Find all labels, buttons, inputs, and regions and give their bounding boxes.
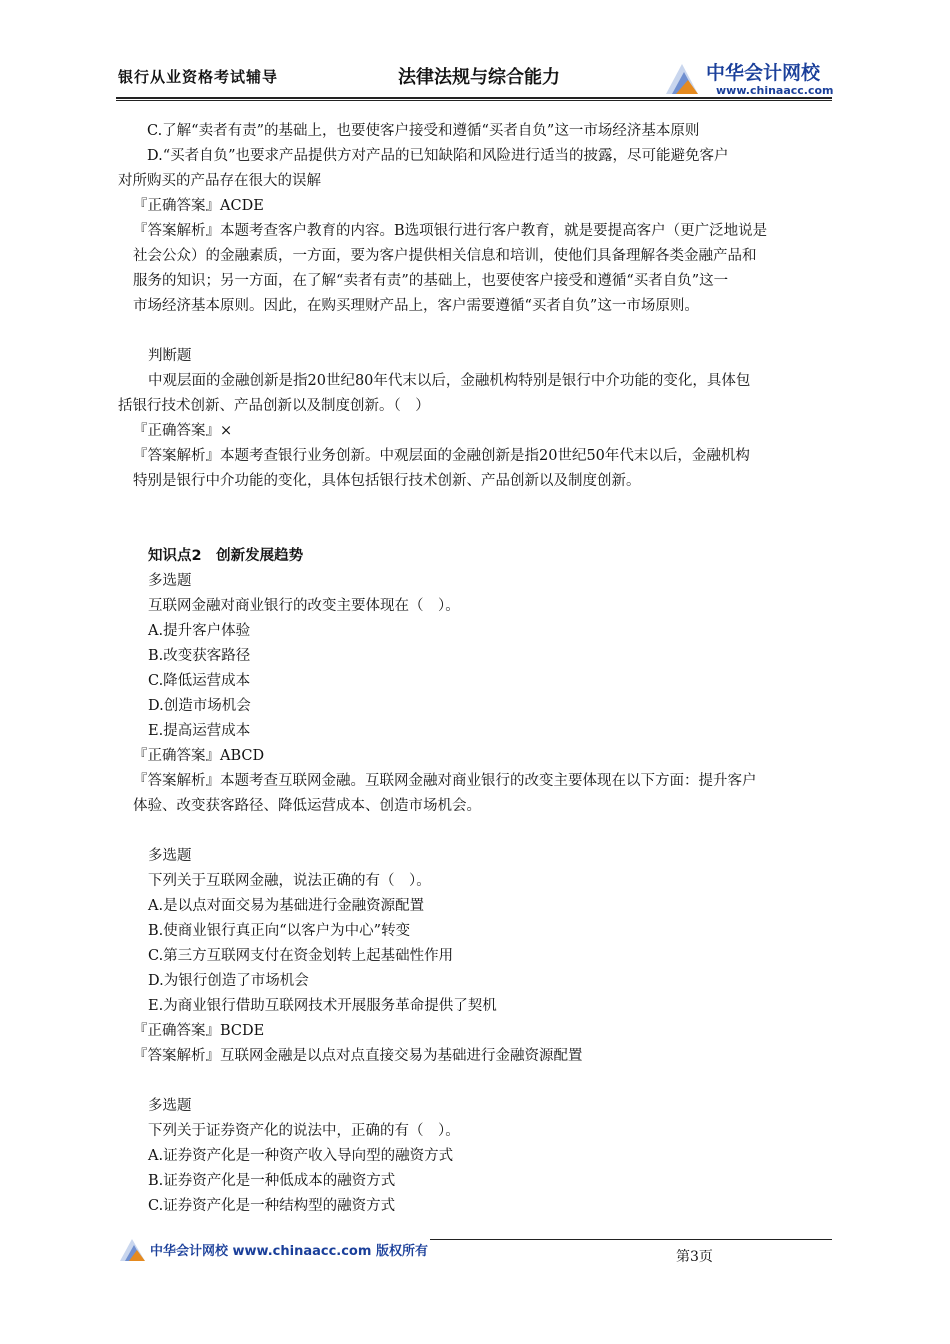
header-center-title: 法律法规与综合能力 <box>398 67 560 88</box>
option-line: B.改变获客路径 <box>148 648 251 664</box>
option-line: C.降低运营成本 <box>148 673 251 689</box>
text-line: 『正确答案』ACDE <box>133 198 264 214</box>
section-heading: 知识点2 创新发展趋势 <box>148 548 304 564</box>
text-line: 『答案解析』本题考查银行业务创新。中观层面的金融创新是指20世纪50年代末以后，金融机构 <box>133 448 750 464</box>
question-type: 判断题 <box>148 348 192 364</box>
logo-url: www.chinaacc.com <box>716 84 834 97</box>
text-line: 市场经济基本原则。因此，在购买理财产品上，客户需要遵循“买者自负”这一市场原则。 <box>133 298 699 314</box>
text-line: 『正确答案』BCDE <box>133 1023 265 1039</box>
header-rule <box>116 97 832 99</box>
option-line: A.提升客户体验 <box>148 623 251 639</box>
footer-logo-icon <box>118 1236 148 1262</box>
triangle-logo-icon <box>662 60 702 96</box>
text-line: 『答案解析』本题考查客户教育的内容。B选项银行进行客户教育，就是要提高客户（更广泛地说是 <box>133 223 768 239</box>
question-type: 多选题 <box>148 573 192 589</box>
text-line: 下列关于证券资产化的说法中，正确的有（ ）。 <box>148 1123 460 1139</box>
option-line: A.证券资产化是一种资产收入导向型的融资方式 <box>148 1148 454 1164</box>
text-line: 下列关于互联网金融，说法正确的有（ ）。 <box>148 873 431 889</box>
option-line: A.是以点对面交易为基础进行金融资源配置 <box>148 898 425 914</box>
text-line: 互联网金融对商业银行的改变主要体现在（ ）。 <box>148 598 460 614</box>
text-line: 社会公众）的金融素质，一方面，要为客户提供相关信息和培训，使他们具备理解各类金融产品和 <box>133 248 757 264</box>
page-number: 第3页 <box>676 1249 713 1265</box>
header-rule-thin <box>116 100 832 101</box>
text-line: 括银行技术创新、产品创新以及制度创新。（ ） <box>118 398 430 414</box>
text-line: 『正确答案』× <box>133 423 233 439</box>
footer-copyright: 中华会计网校 www.chinaacc.com 版权所有 <box>150 1244 428 1259</box>
footer-rule <box>430 1239 832 1240</box>
text-line: 『答案解析』本题考查互联网金融。互联网金融对商业银行的改变主要体现在以下方面：提升客户 <box>133 773 757 789</box>
text-line: 对所购买的产品存在很大的误解 <box>118 173 321 189</box>
option-line: C.第三方互联网支付在资金划转上起基础性作用 <box>148 948 454 964</box>
text-line: 『答案解析』互联网金融是以点对点直接交易为基础进行金融资源配置 <box>133 1048 583 1064</box>
header-left-title: 银行从业资格考试辅导 <box>118 68 279 86</box>
option-line: D.为银行创造了市场机会 <box>148 973 309 989</box>
text-line: 特别是银行中介功能的变化，具体包括银行技术创新、产品创新以及制度创新。 <box>133 473 641 489</box>
question-type: 多选题 <box>148 1098 192 1114</box>
text-line: 『正确答案』ABCD <box>133 748 265 764</box>
option-line: C.证券资产化是一种结构型的融资方式 <box>148 1198 396 1214</box>
option-line: B.使商业银行真正向“以客户为中心”转变 <box>148 923 411 939</box>
text-line: 中观层面的金融创新是指20世纪80年代末以后，金融机构特别是银行中介功能的变化，具体包 <box>148 373 751 389</box>
text-line: 服务的知识；另一方面，在了解“卖者有责”的基础上，也要使客户接受和遵循“买者自负”这一 <box>133 273 729 289</box>
option-line: D.创造市场机会 <box>148 698 251 714</box>
option-line: E.为商业银行借助互联网技术开展服务革命提供了契机 <box>148 998 497 1014</box>
question-type: 多选题 <box>148 848 192 864</box>
text-line: D.“买者自负”也要求产品提供方对产品的已知缺陷和风险进行适当的披露，尽可能避免客户 <box>147 148 729 164</box>
text-line: 体验、改变获客路径、降低运营成本、创造市场机会。 <box>133 798 481 814</box>
logo-name: 中华会计网校 <box>706 62 821 84</box>
text-line: C.了解“卖者有责”的基础上，也要使客户接受和遵循“买者自负”这一市场经济基本原则 <box>147 123 700 139</box>
option-line: E.提高运营成本 <box>148 723 251 739</box>
option-line: B.证券资产化是一种低成本的融资方式 <box>148 1173 396 1189</box>
